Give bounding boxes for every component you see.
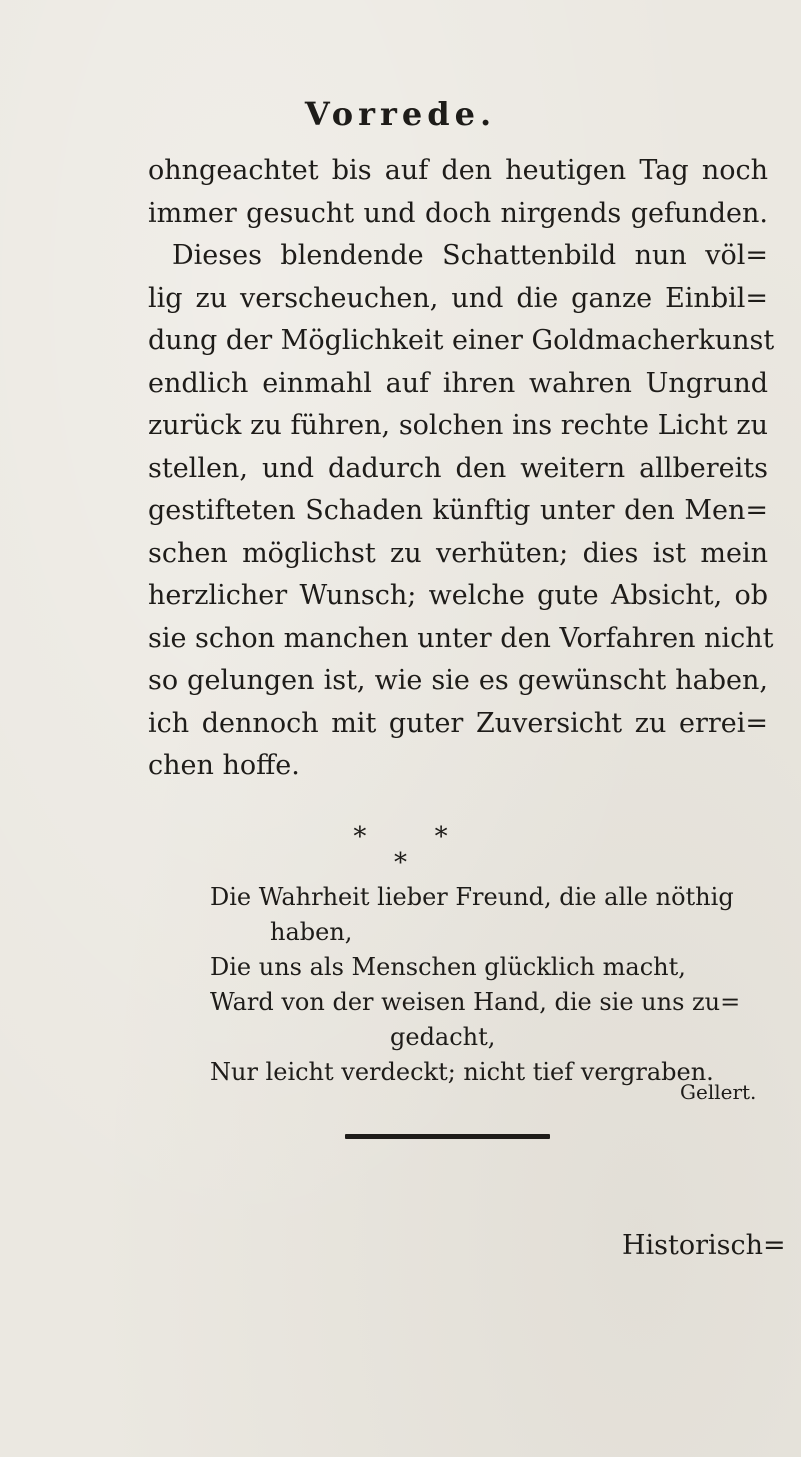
text-line: endlich einmahl auf ihren wahren Ungrund: [148, 367, 768, 399]
text-line: dung der Möglichkeit einer Goldmacherkunst: [148, 325, 775, 356]
text-line: chen hoffe.: [148, 750, 300, 781]
asterisk: *: [434, 822, 448, 852]
text-line: gestifteten Schaden künftig unter den Men=: [148, 495, 768, 526]
catchword: Historisch=: [622, 1230, 786, 1261]
text-line: stellen, und dadurch den weitern allbereits: [148, 452, 768, 484]
text-line: schen möglichst zu verhüten; dies ist mein: [148, 537, 768, 569]
asterism-bottom: [0, 848, 801, 878]
text-line: ich dennoch mit guter Zuversicht zu errei=: [148, 707, 768, 739]
running-header: Vorrede.: [304, 95, 497, 133]
text-line: ohngeachtet bis auf den heutigen Tag noch: [148, 155, 768, 186]
verse-line: Ward von der weisen Hand, die sie uns zu=: [210, 988, 741, 1016]
verse-author: Gellert.: [680, 1080, 757, 1104]
text-line: lig zu verscheuchen, und die ganze Einbil=: [148, 282, 768, 314]
asterisk: *: [353, 822, 367, 852]
asterisk: *: [394, 848, 407, 878]
verse-line: gedacht,: [390, 1023, 496, 1051]
verse-line: Nur leicht verdeckt; nicht tief vergraben.: [210, 1058, 714, 1086]
verse-line: haben,: [270, 918, 353, 946]
text-line: so gelungen ist, wie sie es gewünscht haben,: [148, 665, 768, 696]
text-line: immer gesucht und doch nirgends gefunden.: [148, 197, 768, 229]
body-paragraph: [148, 150, 775, 788]
verse-line: Die Wahrheit lieber Freund, die alle nöthig: [210, 883, 734, 911]
text-line: sie schon manchen unter den Vorfahren nicht: [148, 622, 774, 654]
text-line: zurück zu führen, solchen ins rechte Licht zu: [148, 410, 768, 441]
verse-quote: [210, 880, 790, 1090]
verse-line: Die uns als Menschen glücklich macht,: [210, 953, 686, 981]
text-line: herzlicher Wunsch; welche gute Absicht, ob: [148, 580, 768, 611]
section-rule: [345, 1134, 550, 1139]
text-line: Dieses blendende Schattenbild nun völ=: [172, 240, 768, 271]
